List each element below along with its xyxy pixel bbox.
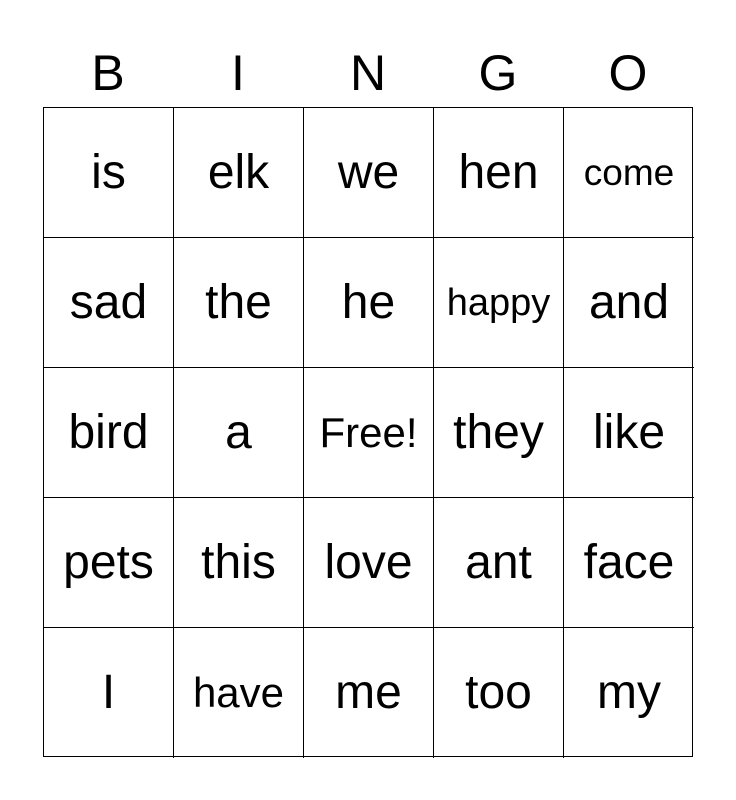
bingo-cell[interactable]: like: [564, 368, 694, 498]
bingo-cell[interactable]: have: [174, 628, 304, 758]
bingo-cell[interactable]: I: [44, 628, 174, 758]
bingo-cell[interactable]: pets: [44, 498, 174, 628]
header-letter-i: I: [231, 45, 245, 101]
bingo-grid: [43, 107, 693, 757]
bingo-cell[interactable]: a: [174, 368, 304, 498]
bingo-cell[interactable]: happy: [434, 238, 564, 368]
bingo-cell[interactable]: hen: [434, 108, 564, 238]
bingo-cell[interactable]: ant: [434, 498, 564, 628]
bingo-cell[interactable]: and: [564, 238, 694, 368]
bingo-cell[interactable]: love: [304, 498, 434, 628]
bingo-cell[interactable]: my: [597, 666, 661, 719]
bingo-cell[interactable]: come: [564, 108, 694, 238]
bingo-cell[interactable]: sad: [44, 238, 174, 368]
header-letter-o: O: [608, 45, 648, 101]
header-letter-g: G: [478, 45, 518, 101]
header-letter-b: B: [91, 45, 125, 101]
bingo-cell[interactable]: the: [174, 238, 304, 368]
bingo-cell[interactable]: this: [174, 498, 304, 628]
bingo-cell[interactable]: elk: [174, 108, 304, 238]
bingo-cell[interactable]: too: [434, 628, 564, 758]
bingo-cell[interactable]: he: [304, 238, 434, 368]
bingo-cell[interactable]: they: [434, 368, 564, 498]
bingo-cell[interactable]: we: [304, 108, 434, 238]
bingo-cell[interactable]: face: [564, 498, 694, 628]
header-letter-n: N: [349, 45, 387, 101]
bingo-header: [43, 40, 693, 106]
bingo-cell-free[interactable]: Free!: [304, 368, 434, 498]
bingo-cell[interactable]: bird: [44, 368, 174, 498]
bingo-cell[interactable]: is: [44, 108, 174, 238]
bingo-cell[interactable]: me: [304, 628, 434, 758]
